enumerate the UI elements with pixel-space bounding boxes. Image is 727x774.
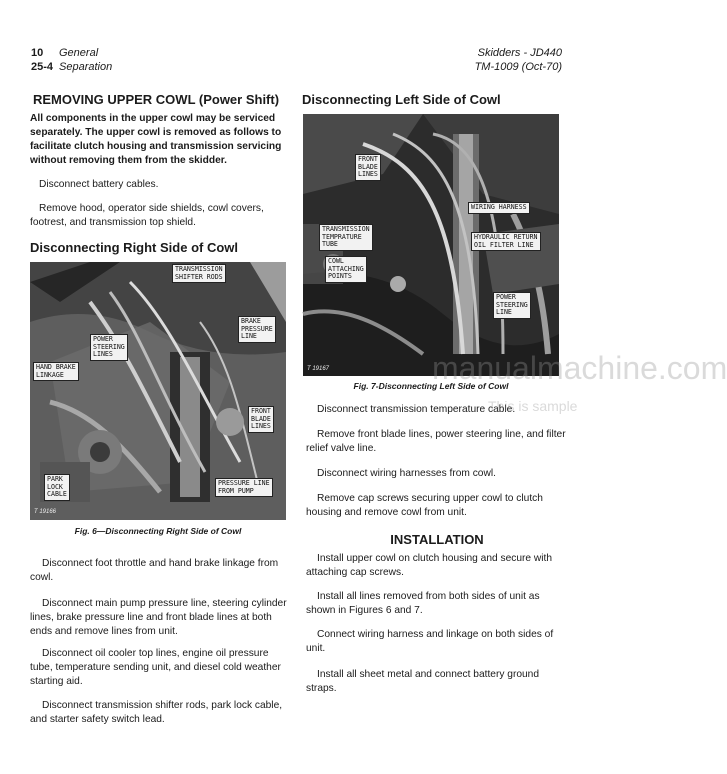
install-paragraph-2: Install all lines removed from both sides of unit as shown in Figures 6 and 7. [306, 591, 540, 616]
left-side-cowl-heading: Disconnecting Left Side of Cowl [302, 92, 501, 107]
manual-title: Skidders - JD440 [477, 47, 562, 59]
figure-7-photo [303, 114, 559, 376]
label-power-steering-line: POWER STEERING LINE [493, 292, 531, 319]
left-paragraph-1: Disconnect battery cables. [39, 179, 159, 190]
install-paragraph-3: Connect wiring harness and linkage on both sides of unit. [306, 629, 554, 654]
right-paragraph-4: Remove cap screws securing upper cowl to clutch housing and remove cowl from unit. [306, 493, 543, 518]
label-front-blade-lines: FRONT BLADE LINES [248, 406, 274, 433]
label-hand-brake-linkage: HAND BRAKE LINKAGE [33, 362, 79, 381]
figure-7-caption: Fig. 7-Disconnecting Left Side of Cowl [353, 381, 509, 391]
subsection-title: Separation [59, 61, 113, 73]
manual-code: TM-1009 [474, 61, 519, 73]
label-transmission-shifter-rods: TRANSMISSION SHIFTER RODS [172, 264, 226, 283]
watermark-sub: This is sample [488, 398, 578, 414]
label-brake-pressure-line: BRAKE PRESSURE LINE [238, 316, 276, 343]
left-paragraph-5: Disconnect oil cooler top lines, engine oil pressure tube, temperature sending unit, and diesel cold weather starting aid. [30, 648, 281, 687]
right-paragraph-1: Disconnect transmission temperature cable. [317, 404, 516, 415]
install-paragraph-4: Install all sheet metal and connect battery ground straps. [306, 669, 539, 694]
left-paragraph-3: Disconnect foot throttle and hand brake linkage from cowl. [30, 558, 279, 583]
label-power-steering-lines: POWER STEERING LINES [90, 334, 128, 361]
label-park-lock-cable: PARK LOCK CABLE [44, 474, 70, 501]
installation-heading: INSTALLATION [390, 532, 484, 547]
install-paragraph-1: Install upper cowl on clutch housing and secure with attaching cap screws. [306, 553, 553, 578]
page-number: 10 [31, 47, 44, 59]
right-paragraph-2: Remove front blade lines, power steering line, and filter relief valve line. [306, 429, 566, 454]
figure-6-caption: Fig. 6—Disconnecting Right Side of Cowl [74, 526, 242, 536]
left-paragraph-4: Disconnect main pump pressure line, steering cylinder lines, brake pressure line and front blade lines at both ends and remove lines from unit. [30, 598, 287, 637]
figure-7-number: T 19167 [307, 366, 330, 372]
left-paragraph-2: Remove hood, operator side shields, cowl covers, footrest, and transmission top shield. [30, 203, 264, 228]
intro-paragraph: All components in the upper cowl may be serviced separately. The upper cowl is removed as follows to facilitate clutch housing and transmission servicing without removing them from the skidder. [30, 113, 282, 166]
right-paragraph-3: Disconnect wiring harnesses from cowl. [317, 468, 496, 479]
section-number: 25-4 [31, 61, 54, 73]
manual-date: (Oct-70) [521, 61, 562, 73]
page-header-left [31, 46, 112, 74]
figure-6-number: T 19166 [34, 509, 57, 515]
watermark-main: manualmachine.com [432, 350, 727, 386]
right-side-cowl-heading: Disconnecting Right Side of Cowl [30, 240, 238, 255]
removing-upper-cowl-heading: REMOVING UPPER COWL (Power Shift) [33, 92, 280, 107]
page-header-right [475, 46, 562, 74]
label-cowl-attaching-points: COWL ATTACHING POINTS [325, 256, 367, 283]
left-paragraph-6: Disconnect transmission shifter rods, park lock cable, and starter safety switch lead. [30, 700, 283, 725]
label-pressure-line-from-pump: PRESSURE LINE FROM PUMP [215, 478, 273, 497]
figure-6-photo [30, 262, 286, 520]
section-title: General [59, 47, 99, 59]
label-transmission-temperature-tube: TRANSMISSION TEMPRATURE TUBE [319, 224, 373, 251]
label-front-blade-lines-7: FRONT BLADE LINES [355, 154, 381, 181]
label-hydraulic-return-oil-filter-line: HYDRAULIC RETURN OIL FILTER LINE [471, 232, 541, 251]
label-wiring-harness: WIRING HARNESS [468, 202, 530, 214]
